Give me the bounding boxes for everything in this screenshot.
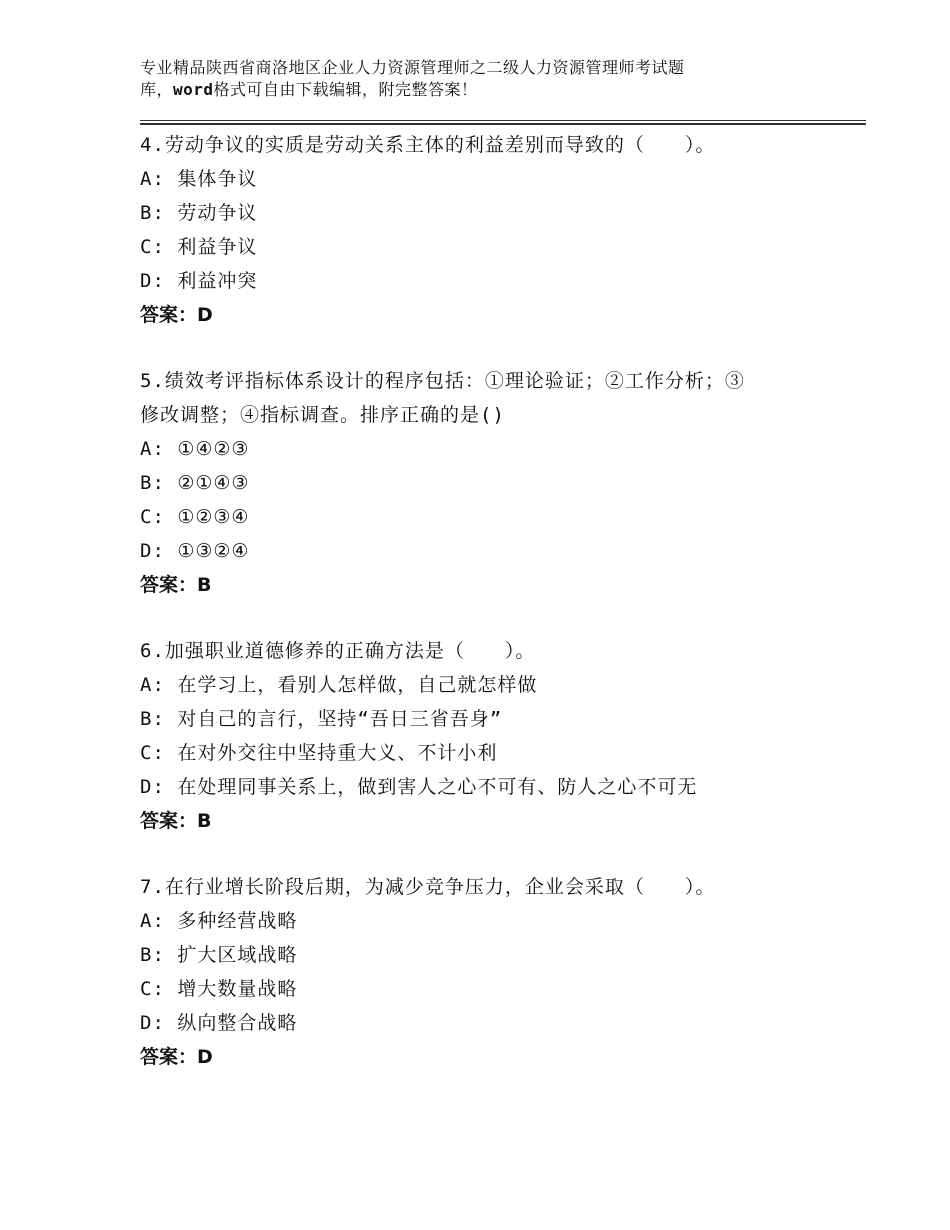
answer-label: 答案：D: [140, 1046, 213, 1068]
option-b: B: ②①④③: [140, 472, 250, 494]
question-list: [140, 128, 840, 1106]
option-d: D: 利益冲突: [140, 270, 258, 292]
header-divider-thick: [140, 123, 866, 125]
question-5: [140, 364, 840, 602]
option-c: C: 在对外交往中坚持重大义、不计小利: [140, 742, 498, 764]
option-c: C: ①②③④: [140, 506, 250, 528]
question-stem: 5.绩效考评指标体系设计的程序包括：①理论验证；②工作分析；③: [140, 370, 745, 392]
option-d: D: ①③②④: [140, 540, 250, 562]
option-d: D: 纵向整合战略: [140, 1012, 298, 1034]
question-stem: 7.在行业增长阶段后期，为减少竞争压力，企业会采取（ ）。: [140, 876, 716, 898]
header-line-1: 专业精品陕西省商洛地区企业人力资源管理师之二级人力资源管理师考试题: [140, 58, 685, 77]
answer-label: 答案：B: [140, 574, 212, 596]
option-a: A: 多种经营战略: [140, 910, 298, 932]
question-stem-continued: 修改调整；④指标调查。排序正确的是(): [140, 404, 505, 426]
option-b: B: 扩大区域战略: [140, 944, 298, 966]
option-c: C: 利益争议: [140, 236, 258, 258]
option-b: B: 对自己的言行，坚持“吾日三省吾身”: [140, 708, 503, 730]
question-stem: 6.加强职业道德修养的正确方法是（ ）。: [140, 640, 536, 662]
header-line-2-prefix: 库，: [140, 80, 174, 99]
question-stem: 4.劳动争议的实质是劳动关系主体的利益差别而导致的（ ）。: [140, 134, 716, 156]
option-d: D: 在处理同事关系上，做到害人之心不可有、防人之心不可无: [140, 776, 698, 798]
option-a: A: 在学习上，看别人怎样做，自己就怎样做: [140, 674, 538, 696]
header-line-2: [140, 79, 840, 101]
option-b: B: 劳动争议: [140, 202, 258, 224]
question-6: [140, 634, 840, 838]
header-line-2-suffix: 格式可自由下载编辑，附完整答案！: [213, 80, 478, 99]
question-4: [140, 128, 840, 332]
option-a: A: ①④②③: [140, 438, 250, 460]
answer-label: 答案：B: [140, 810, 212, 832]
answer-label: 答案：D: [140, 304, 213, 326]
document-header: [140, 57, 840, 101]
header-divider-thin: [140, 120, 866, 121]
option-c: C: 增大数量战略: [140, 978, 298, 1000]
option-a: A: 集体争议: [140, 168, 258, 190]
header-line-2-bold: word: [173, 80, 214, 99]
question-7: [140, 870, 840, 1074]
